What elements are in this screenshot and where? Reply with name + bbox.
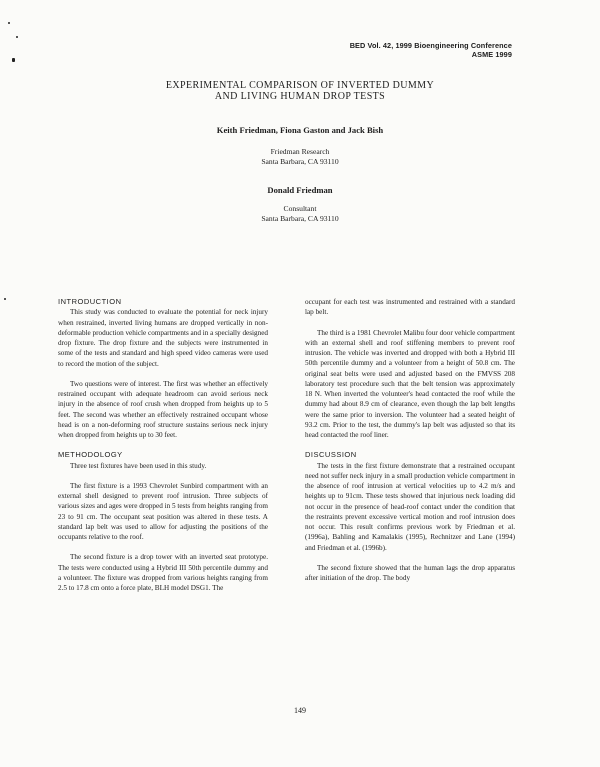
affiliation-1-org: Friedman Research bbox=[270, 147, 330, 156]
intro-paragraph-2: Two questions were of interest. The first was whether an effectively restrained occupant with adequate headroom can avoid serious neck injury in the absence of roof crush when dropped from heights up to 5 feet. The second was whether an effectively restrained occupant whose head is on a non-deforming roof structure sustains serious neck injury when dropped from heights up to 30 feet. bbox=[58, 379, 268, 439]
conference-header bbox=[350, 41, 512, 59]
title-line-2: AND LIVING HUMAN DROP TESTS bbox=[214, 91, 386, 102]
method-paragraph-1: Three test fixtures have been used in this study. bbox=[70, 461, 207, 470]
conference-line-2: ASME 1999 bbox=[471, 50, 512, 59]
affiliation-2-org: Consultant bbox=[283, 204, 317, 213]
author-group-1: Keith Friedman, Fiona Gaston and Jack Bish bbox=[216, 125, 384, 135]
intro-paragraph-1: This study was conducted to evaluate the potential for neck injury when restrained, inverted living humans are dropped vertically in non-deformable production vehicle compartments and in a specially designed drop fixture. The drop fixture and the subjects were instrumented in some of the tests and standard and high speed video cameras were used to record the motion of the subject. bbox=[58, 308, 268, 368]
discussion-paragraph-1: The tests in the first fixture demonstrate that a restrained occupant need not suffer neck injury in a small production vehicle compartment in the absence of roof intrusion at vertical velocities up to 4.2 m/s and heights up to 91cm. These tests showed that injurious neck loading did not occur in the presence of head-roof contact under the condition that the restraints prevent excessive vertical motion and roof intrusion does not occur. This result confirms previous work by Friedman et al. (1996a), Bahling and Kamalakis (1995), Rechnitzer and Lane (1994) and Friedman et al. (1996b). bbox=[305, 461, 515, 552]
affiliation-2-city: Santa Barbara, CA 93110 bbox=[261, 214, 339, 223]
paper-title bbox=[0, 80, 600, 102]
affiliation-1-city: Santa Barbara, CA 93110 bbox=[261, 157, 339, 166]
affiliation-1 bbox=[0, 147, 600, 167]
right-column bbox=[305, 297, 515, 583]
discussion-paragraph-2: The second fixture showed that the human lags the drop apparatus after initiation of the drop. The body bbox=[305, 563, 515, 582]
scan-speck bbox=[4, 298, 6, 300]
introduction-heading: INTRODUCTION bbox=[58, 297, 122, 306]
scan-speck bbox=[12, 58, 15, 62]
right-paragraph-2: The third is a 1981 Chevrolet Malibu four door vehicle compartment with an external shell and roof stiffening members to prevent roof intrusion. The vehicle was inverted and dropped with both a Hybrid III 50th percentile dummy and a volunteer from a height of 50.8 cm. The original seat belts were used and adjusted based on the FMVSS 208 laboratory test procedure such that the belt tension was approximately 18 N. When inverted the volunteer's head contacted the roof while the dummy had about 8.9 cm of clearance, even though the lap belt lengths were the same prior to inversion. The volunteer had a seated height of 93.2 cm. Prior to the test, the dummy's lap belt was adjusted so that its head contacted the roof liner. bbox=[305, 328, 516, 439]
method-paragraph-2: The first fixture is a 1993 Chevrolet Sunbird compartment with an external shell designed to prevent roof intrusion. Three subjects of various sizes and ages were dropped in 5 tests from heights ranging from 23 to 91 cm. The occupant seat position was altered in these tests. A standard lap belt was used to allow for adjusting the positions of the occupants relative to the roof. bbox=[58, 481, 268, 541]
scan-speck bbox=[16, 36, 18, 38]
methodology-heading: METHODOLOGY bbox=[58, 450, 123, 460]
affiliation-2 bbox=[0, 204, 600, 224]
author-group-2: Donald Friedman bbox=[267, 185, 333, 195]
page-number: 149 bbox=[294, 706, 306, 715]
title-line-1: EXPERIMENTAL COMPARISON OF INVERTED DUMMY bbox=[165, 80, 435, 91]
scan-speck bbox=[8, 22, 10, 24]
conference-line-1: BED Vol. 42, 1999 Bioengineering Conference bbox=[349, 41, 512, 50]
left-column bbox=[58, 297, 268, 593]
discussion-heading: DISCUSSION bbox=[305, 450, 357, 460]
right-paragraph-1: occupant for each test was instrumented and restrained with a standard lap belt. bbox=[305, 298, 515, 317]
method-paragraph-3: The second fixture is a drop tower with an inverted seat prototype. The tests were conducted using a Hybrid III 50th percentile dummy and a volunteer. The fixture was dropped from various heights ranging from 2.5 to 17.8 cm onto a force plate, BLH model DSG1. The bbox=[58, 553, 268, 592]
